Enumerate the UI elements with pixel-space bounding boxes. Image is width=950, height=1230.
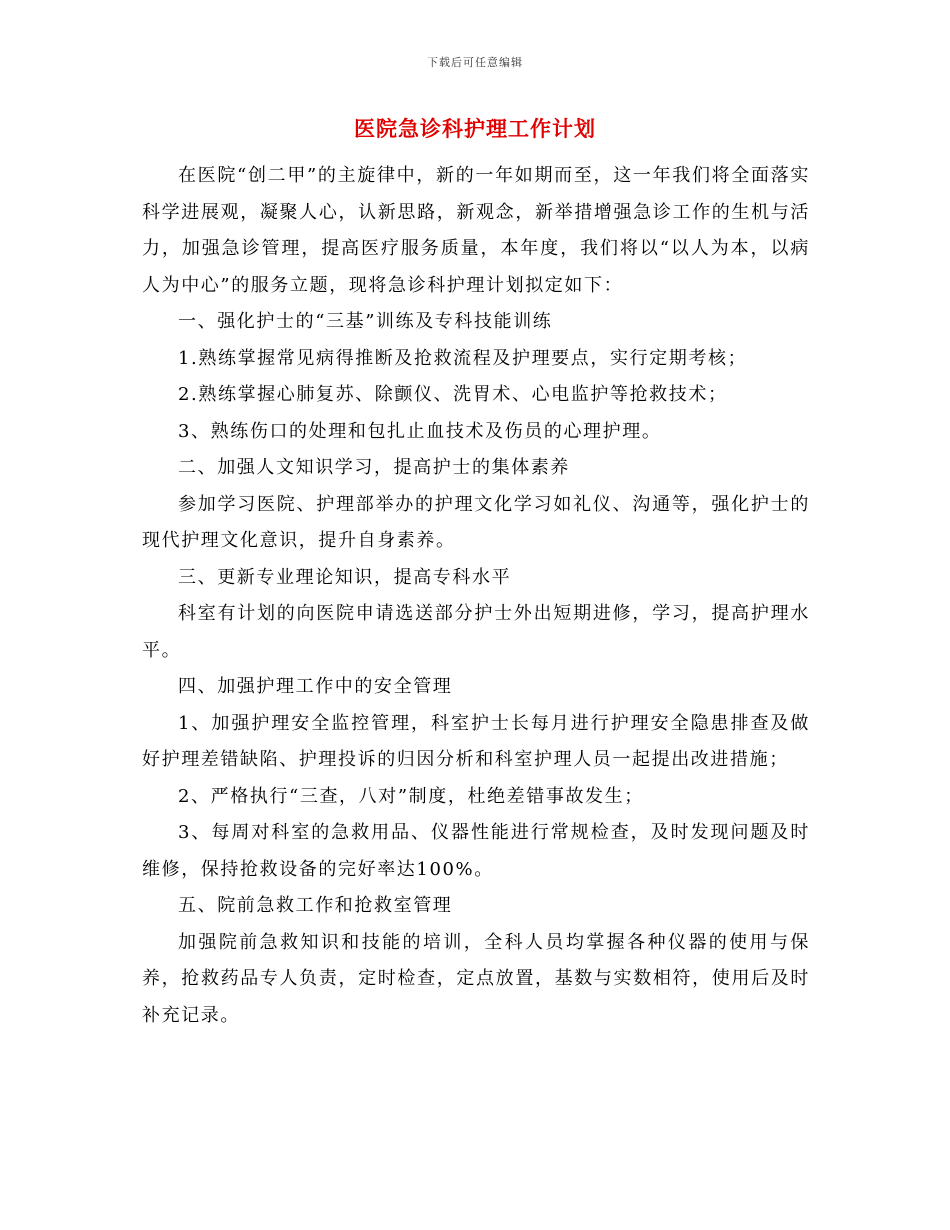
list-item: 2、严格执行“三查，八对”制度，杜绝差错事故发生； <box>178 785 644 807</box>
intro-paragraph: 在医院“创二甲”的主旋律中，新的一年如期而至，这一年我们将全面落实科学进展观，凝聚人心，认新思路，新观念，新举措增强急诊工作的生机与活力，加强急诊管理，提高医疗服务质量，本年度，我们将以“以人为本，以病人为中心”的服务立题，现将急诊科护理计划拟定如下： <box>142 165 810 296</box>
list-item: 3、熟练伤口的处理和包扎止血技术及伤员的心理护理。 <box>178 420 662 442</box>
body-paragraph: 科室有计划的向医院申请选送部分护士外出短期进修，学习，提高护理水平。 <box>142 603 810 661</box>
header-note: 下载后可任意编辑 <box>427 56 523 69</box>
body-paragraph: 参加学习医院、护理部举办的护理文化学习如礼仪、沟通等，强化护士的现代护理文化意识，提升自身素养。 <box>142 493 810 551</box>
list-item: 1、加强护理安全监控管理，科室护士长每月进行护理安全隐患排查及做好护理差错缺陷、护理投诉的归因分析和科室护理人员一起提出改进措施； <box>142 712 810 770</box>
document-title: 医院急诊科护理工作计划 <box>354 116 596 141</box>
document-body <box>142 158 810 1034</box>
list-item: 3、每周对科室的急救用品、仪器性能进行常规检查，及时发现问题及时维修，保持抢救设备的完好率达100%。 <box>142 822 810 880</box>
section-heading-5: 五、院前急救工作和抢救室管理 <box>178 895 453 916</box>
section-heading-4: 四、加强护理工作中的安全管理 <box>178 676 453 697</box>
body-paragraph: 加强院前急救知识和技能的培训，全科人员均掌握各种仪器的使用与保养，抢救药品专人负责，定时检查，定点放置，基数与实数相符，使用后及时补充记录。 <box>142 931 810 1026</box>
section-heading-3: 三、更新专业理论知识，提高专科水平 <box>178 566 512 588</box>
list-item: 1.熟练掌握常见病得推断及抢救流程及护理要点，实行定期考核； <box>178 347 748 369</box>
list-item: 2.熟练掌握心肺复苏、除颤仪、洗胃术、心电监护等抢救技术； <box>178 384 728 405</box>
section-heading-2: 二、加强人文知识学习，提高护士的集体素养 <box>178 457 570 478</box>
section-heading-1: 一、强化护士的“三基”训练及专科技能训练 <box>178 311 553 332</box>
